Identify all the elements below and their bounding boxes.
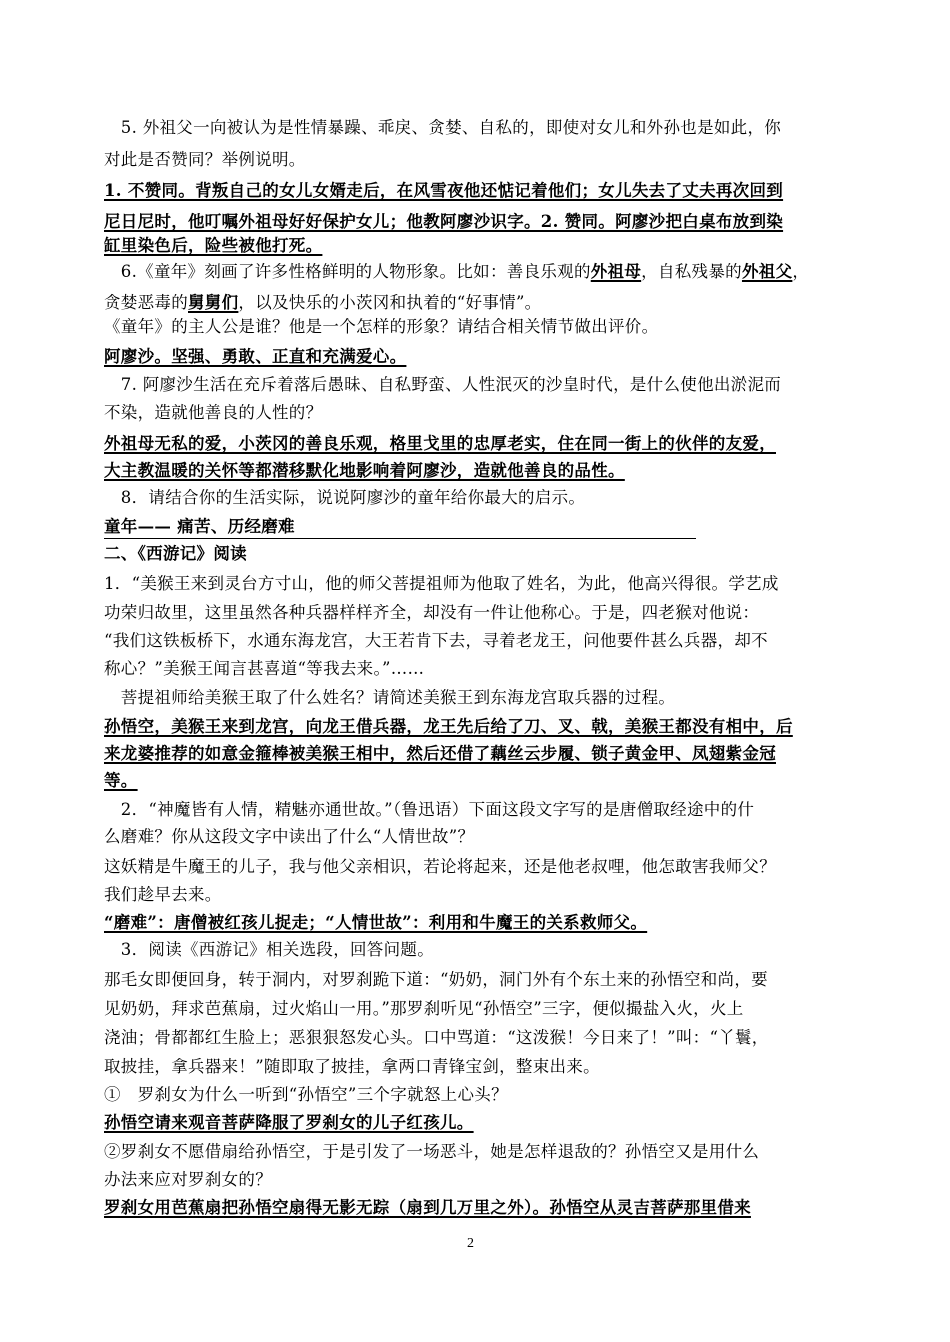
page-number: 2 [467,1236,474,1251]
xyj-q3-sub2-line1: ②罗刹女不愿借扇给孙悟空，于是引发了一场恶斗，她是怎样退敌的？孙悟空又是用什么 [104,1142,760,1161]
xyj-q3-passage2: 见奶奶，拜求芭蕉扇，过火焰山一用。”那罗刹听见“孙悟空”三字，便似撮盐入火，火上 [104,999,744,1018]
q5-line2: 对此是否赞同？举例说明。 [104,150,306,169]
xyj-q3-sub2-line2: 办法来应对罗刹女的？ [104,1170,272,1189]
xyj-a3-sub1: 孙悟空请来观音菩萨降服了罗刹女的儿子红孩儿。 [104,1113,474,1132]
section-heading: 二、《西游记》阅读 [104,544,247,563]
xyj-a2: “磨难”：唐僧被红孩儿捉走；“人情世故”：利用和牛魔王的关系救师父。 [104,913,648,932]
xyj-a1-line3: 等。 [104,771,138,790]
q5-line1: 5. 外祖父一向被认为是性情暴躁、乖戾、贪婪、自私的，即使对女儿和外孙也是如此，你 [104,118,782,137]
xyj-q2-line3: 这妖精是牛魔王的儿子，我与他父亲相识，若论将起来，还是他老叔哩，他怎敢害我师父？ [104,857,776,876]
a5-line1: 1. 不赞同。背叛自己的女儿女婿走后，在风雪夜他还惦记着他们；女儿失去了丈夫再次回到 [104,181,784,200]
q7-line2: 不染，造就他善良的人性的？ [104,403,323,422]
a6: 阿廖沙。坚强、勇敢、正直和充满爱心。 [104,347,407,366]
a5-line2: 尼日尼时，他叮嘱外祖母好好保护女儿；他教阿廖沙识字。2. 赞同。阿廖沙把白桌布放到染 [104,212,784,231]
xyj-a3-sub2: 罗刹女用芭蕉扇把孙悟空扇得无影无踪（扇到几万里之外）。孙悟空从灵吉菩萨那里借来 [104,1198,751,1217]
xyj-q3-passage1: 那毛女即便回身，转于洞内，对罗刹跪下道：“奶奶，洞门外有个东土来的孙悟空和尚，要 [104,970,768,989]
q7-line1: 7. 阿廖沙生活在充斥着落后愚昧、自私野蛮、人性泯灭的沙皇时代，是什么使他出淤泥而 [104,375,782,394]
xyj-a1-line2: 来龙婆推荐的如意金箍棒被美猴王相中，然后还借了藕丝云步履、锁子黄金甲、凤翅紫金冠 [104,744,776,763]
q8: 8．请结合你的生活实际，说说阿廖沙的童年给你最大的启示。 [104,488,586,507]
q6-line3: 《童年》的主人公是谁？他是一个怎样的形象？请结合相关情节做出评价。 [104,317,659,336]
xyj-q3-intro: 3．阅读《西游记》相关选段，回答问题。 [104,940,434,959]
xyj-q1-line2: 功荣归故里，这里虽然各种兵器样样齐全，却没有一件让他称心。于是，四老猴对他说： [104,603,760,622]
a8-underline [104,538,696,539]
xyj-q3-passage3: 浇油；骨都都红生脸上；恶狠狠怒发心头。口中骂道：“这泼猴！今日来了！”叫：“丫鬟， [104,1028,769,1047]
xyj-q3-passage4: 取披挂，拿兵器来！”随即取了披挂，拿两口青锋宝剑，整束出来。 [104,1057,600,1076]
xyj-q2-line1: 2．“神魔皆有人情，精魅亦通世故。”（鲁迅语）下面这段文字写的是唐僧取经途中的什 [104,800,755,819]
xyj-q1-line5: 菩提祖师给美猴王取了什么姓名？请简述美猴王到东海龙宫取兵器的过程。 [104,688,676,707]
xyj-q2-line4: 我们趁早去来。 [104,885,222,904]
a5-line3: 缸里染色后，险些被他打死。 [104,236,323,255]
q6-line1: 6.《童年》刻画了许多性格鲜明的人物形象。比如：善良乐观的外祖母，自私残暴的外祖父， [104,262,810,281]
xyj-q1-line3: “我们这铁板桥下，水通东海龙宫，大王若肯下去，寻着老龙王，问他要件甚么兵器，却不 [104,631,768,650]
xyj-q2-line2: 么磨难？你从这段文字中读出了什么“人情世故”？ [104,827,475,846]
xyj-q1-line4: 称心？”美猴王闻言甚喜道“等我去来。”…… [104,659,425,678]
q6-line2: 贪婪恶毒的舅舅们，以及快乐的小茨冈和执着的“好事情”。 [104,293,542,312]
a8: 童年—— 痛苦、历经磨难 [104,517,295,536]
a7-line2: 大主教温暖的关怀等都潜移默化地影响着阿廖沙，造就他善良的品性。 [104,461,625,480]
xyj-q1-line1: 1．“美猴王来到灵台方寸山，他的师父菩提祖师为他取了姓名，为此，他高兴得很。学艺成 [104,574,779,593]
xyj-q3-sub1: ① 罗刹女为什么一听到“孙悟空”三个字就怒上心头？ [104,1085,508,1104]
a7-line1: 外祖母无私的爱，小茨冈的善良乐观，格里戈里的忠厚老实，住在同一街上的伙伴的友爱， [104,434,776,453]
xyj-a1-line1: 孙悟空，美猴王来到龙宫，向龙王借兵器，龙王先后给了刀、叉、戟，美猴王都没有相中，后 [104,717,793,736]
